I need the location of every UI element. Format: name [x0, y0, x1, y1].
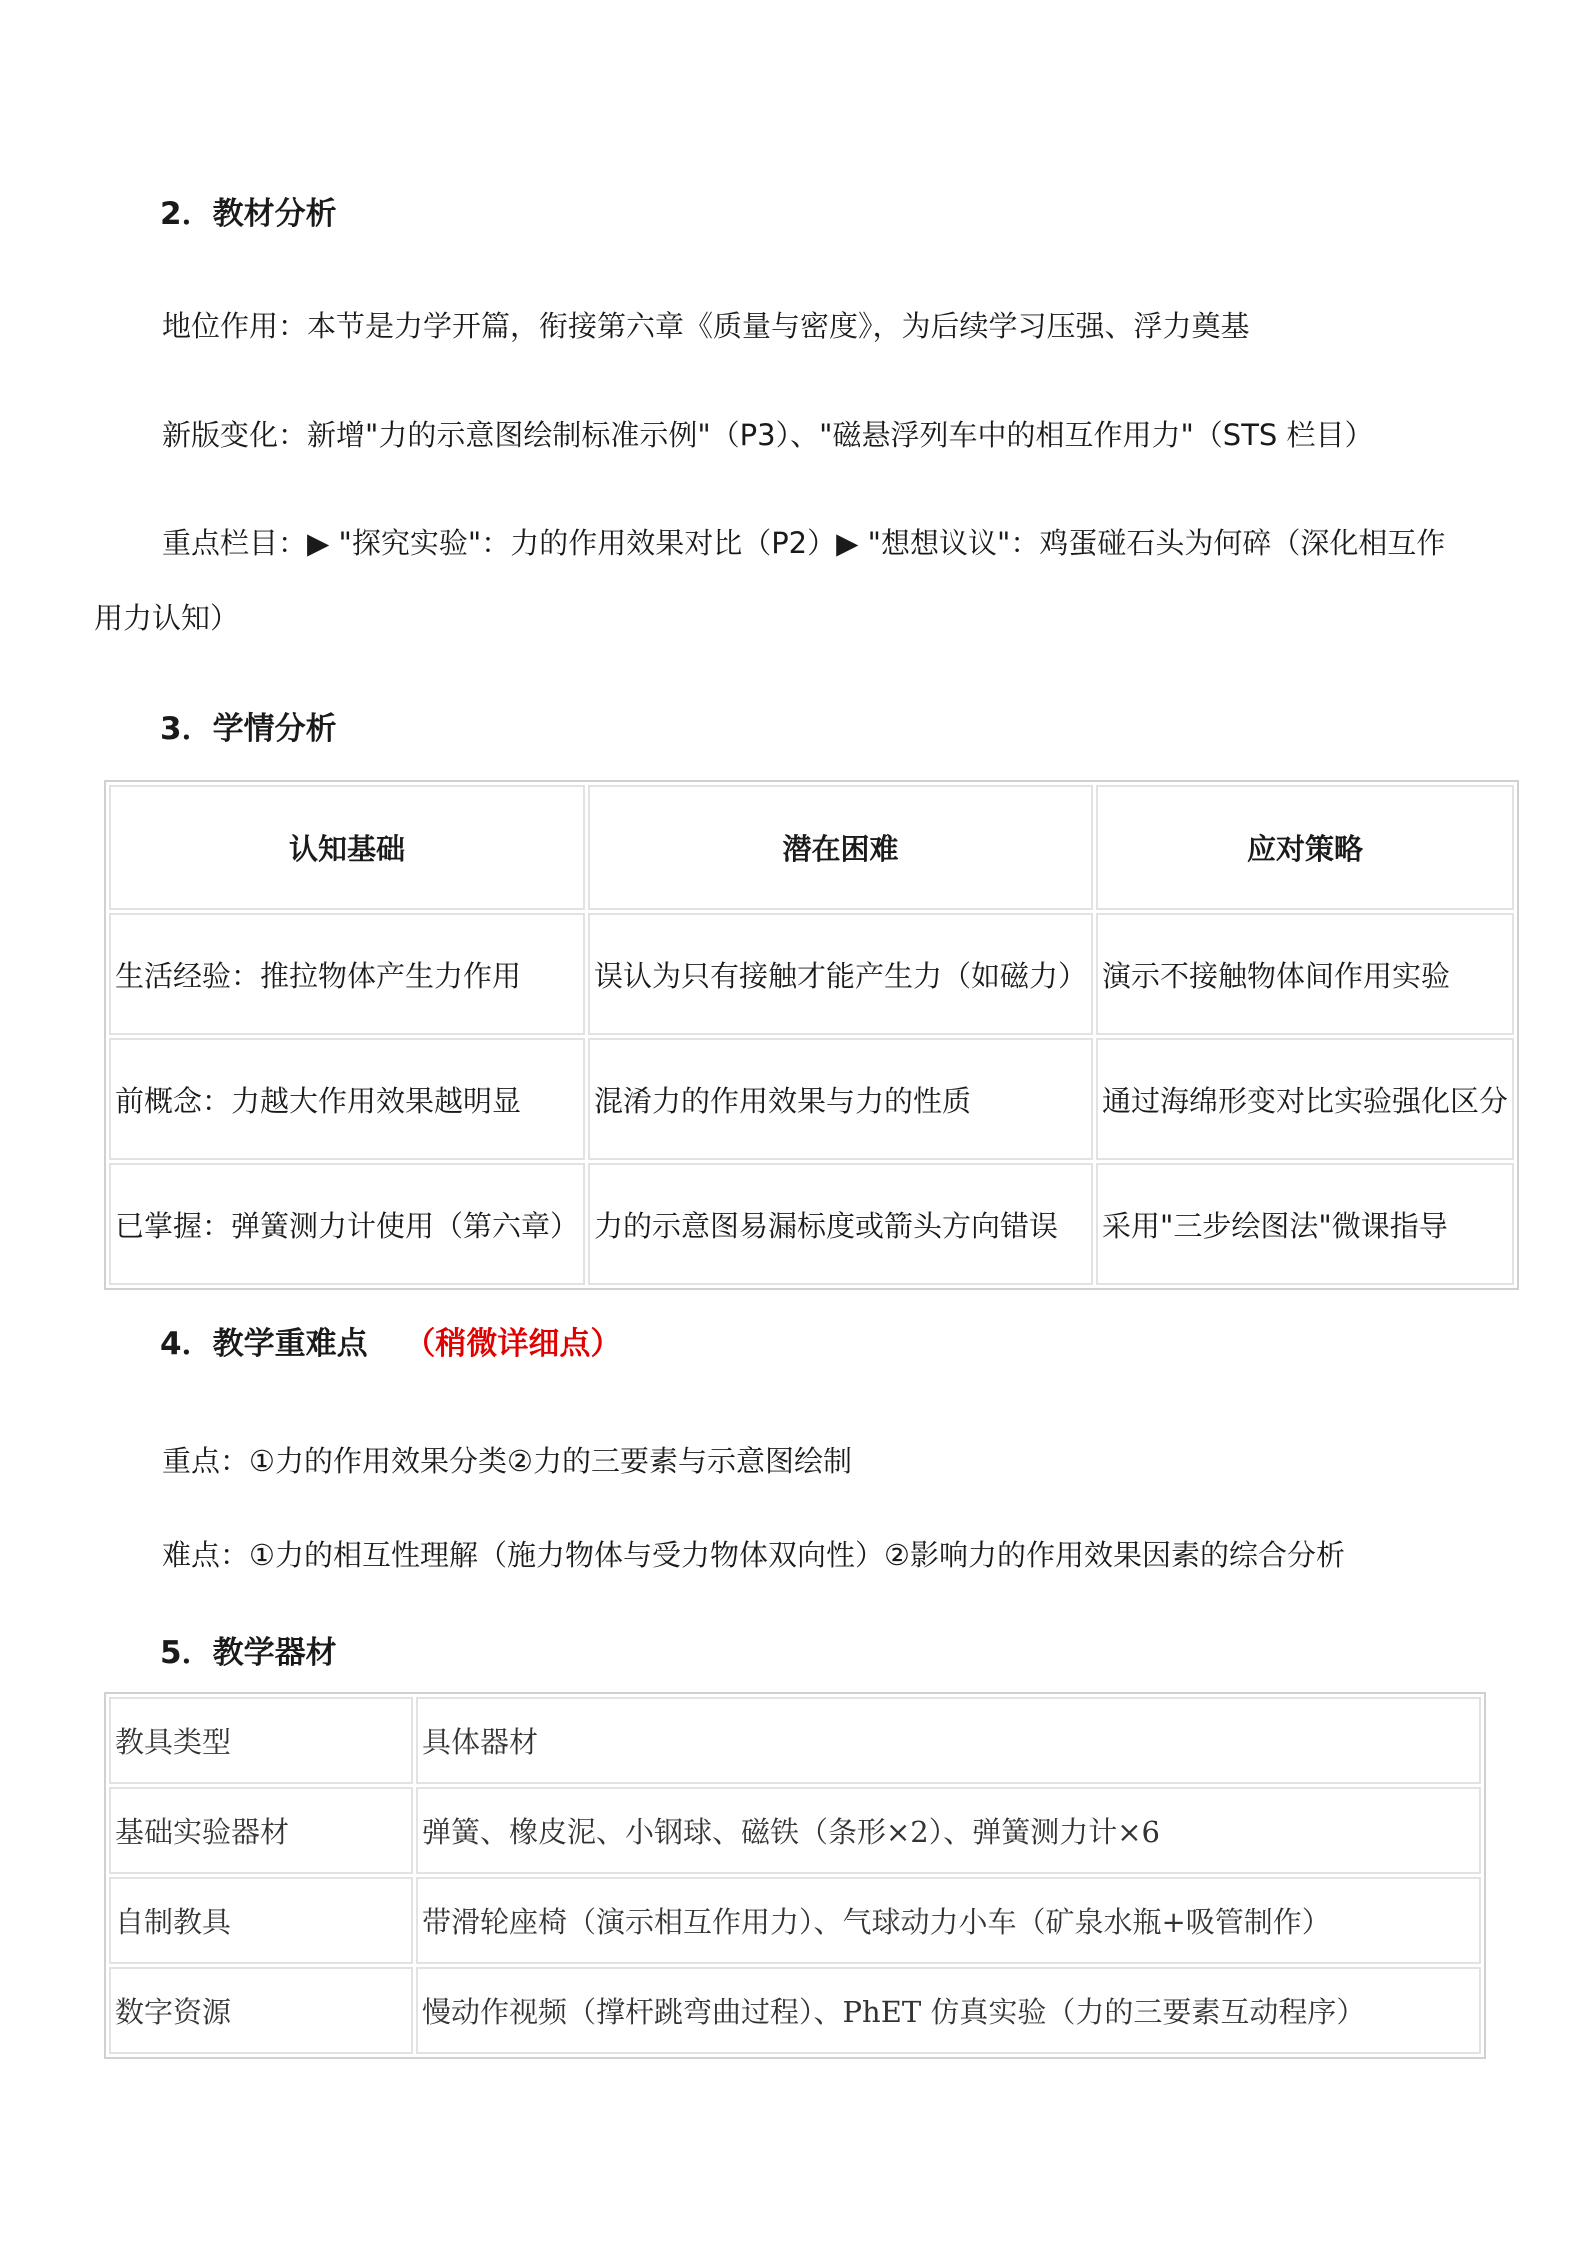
section-2-paragraph-position: 地位作用：本节是力学开篇，衔接第六章《质量与密度》，为后续学习压强、浮力奠基 [162, 309, 1250, 343]
learner-analysis-table [104, 780, 1519, 1290]
teaching-equipment-table [104, 1692, 1486, 2059]
table-row [109, 1967, 1481, 2054]
section-2-heading: 2．教材分析 [160, 196, 337, 232]
table-row [109, 1038, 1514, 1160]
table-row [109, 1877, 1481, 1964]
section-4-title: 4．教学重难点 [160, 1326, 368, 1362]
table-cell: 教具类型 [109, 1697, 413, 1784]
table-cell: 带滑轮座椅（演示相互作用力）、气球动力小车（矿泉水瓶+吸管制作） [416, 1877, 1481, 1964]
table-row [109, 913, 1514, 1035]
section-5-heading: 5．教学器材 [160, 1635, 337, 1671]
column-header: 潜在困难 [588, 785, 1093, 910]
table-cell: 弹簧、橡皮泥、小钢球、磁铁（条形×2）、弹簧测力计×6 [416, 1787, 1481, 1874]
table-cell: 数字资源 [109, 1967, 413, 2054]
table-cell: 采用"三步绘图法"微课指导 [1096, 1163, 1514, 1285]
table-cell: 混淆力的作用效果与力的性质 [588, 1038, 1093, 1160]
table-cell: 已掌握：弹簧测力计使用（第六章） [109, 1163, 585, 1285]
key-points-paragraph: 重点：①力的作用效果分类②力的三要素与示意图绘制 [162, 1444, 852, 1478]
table-cell: 慢动作视频（撑杆跳弯曲过程）、PhET 仿真实验（力的三要素互动程序） [416, 1967, 1481, 2054]
table-row [109, 1697, 1481, 1784]
table-cell: 演示不接触物体间作用实验 [1096, 913, 1514, 1035]
table-cell: 生活经验：推拉物体产生力作用 [109, 913, 585, 1035]
table-cell: 前概念：力越大作用效果越明显 [109, 1038, 585, 1160]
section-4-heading [160, 1318, 621, 1363]
table-row [109, 1787, 1481, 1874]
section-4-note: （稍微详细点） [404, 1326, 622, 1362]
section-2-paragraph-columns-continued: 用力认知） [94, 601, 240, 635]
table-cell: 通过海绵形变对比实验强化区分 [1096, 1038, 1514, 1160]
table-cell: 误认为只有接触才能产生力（如磁力） [588, 913, 1093, 1035]
table-header-row [109, 785, 1514, 910]
section-3-heading: 3．学情分析 [160, 711, 337, 747]
section-2-paragraph-changes: 新版变化：新增"力的示意图绘制标准示例"（P3）、"磁悬浮列车中的相互作用力"（STS 栏目） [162, 418, 1374, 452]
table-cell: 基础实验器材 [109, 1787, 413, 1874]
section-2-paragraph-columns: 重点栏目：▶ "探究实验"：力的作用效果对比（P2）▶ "想想议议"：鸡蛋碰石头为何碎（深化相互作 [162, 526, 1446, 560]
table-cell: 力的示意图易漏标度或箭头方向错误 [588, 1163, 1093, 1285]
column-header: 认知基础 [109, 785, 585, 910]
difficult-points-paragraph: 难点：①力的相互性理解（施力物体与受力物体双向性）②影响力的作用效果因素的综合分析 [162, 1538, 1345, 1572]
table-row [109, 1163, 1514, 1285]
table-cell: 具体器材 [416, 1697, 1481, 1784]
column-header: 应对策略 [1096, 785, 1514, 910]
table-cell: 自制教具 [109, 1877, 413, 1964]
